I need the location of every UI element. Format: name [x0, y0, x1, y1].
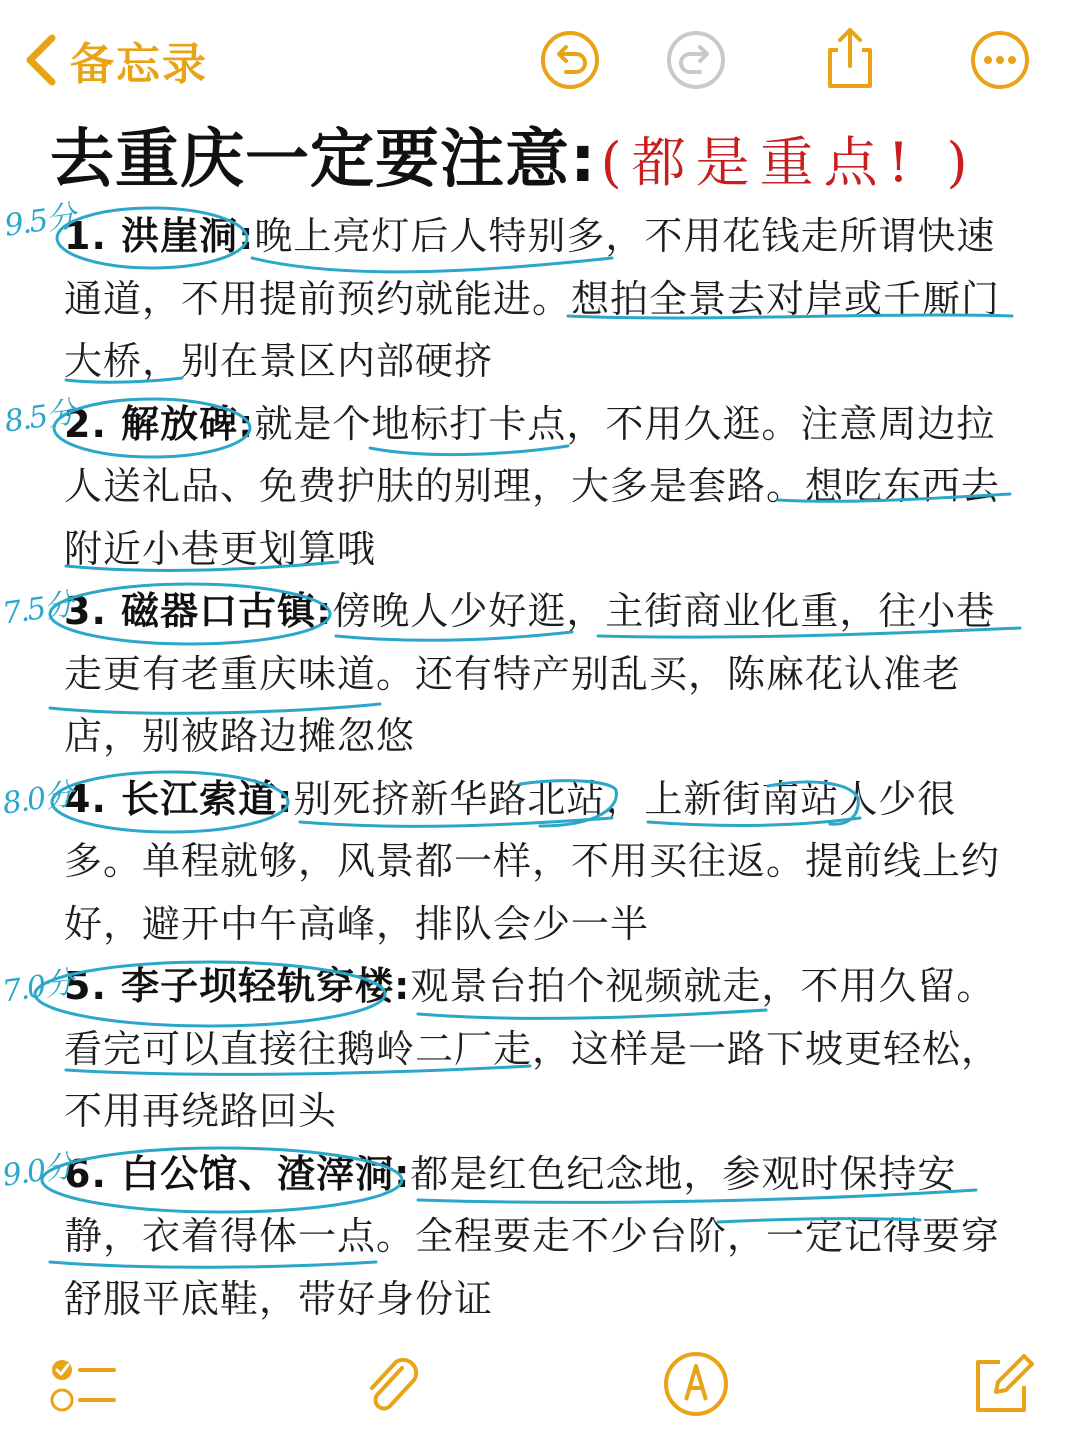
list-item [64, 1143, 1024, 1331]
score-annotation: 7.5分 [0, 587, 75, 632]
score-annotation: 9.0分 [0, 1149, 75, 1194]
score-annotation: 8.0分 [0, 777, 75, 822]
note-body[interactable] [64, 205, 1024, 1330]
item-text: 观景台拍个视频就走，不用久留。看完可以直接往鹅岭二厂走，这样是一路下坡更轻松，不用再绕路回头 [64, 964, 1001, 1133]
list-item [64, 205, 1024, 393]
chevron-left-icon [22, 32, 58, 88]
note-title-row[interactable] [50, 108, 1060, 197]
item-text: 傍晚人少好逛，主街商业化重，往小巷走更有老重庆味道。还有特产别乱买，陈麻花认准老店，别被路边摊忽悠 [64, 589, 996, 758]
item-text: 都是红色纪念地，参观时保持安静，衣着得体一点。全程要走不少台阶，一定记得要穿舒服平底鞋，带好身份证 [64, 1151, 1001, 1321]
compose-button[interactable] [966, 1348, 1038, 1420]
undo-arrow-icon [538, 28, 602, 92]
attachment-button[interactable] [356, 1348, 428, 1420]
item-heading: 4. 长江索道: [64, 776, 294, 821]
checklist-icon [48, 1348, 120, 1420]
share-icon [818, 24, 882, 92]
score-annotation: 8.5分 [2, 395, 77, 440]
item-heading: 6. 白公馆、渣滓洞: [64, 1151, 411, 1196]
more-button[interactable] [968, 28, 1032, 92]
score-annotation: 9.5分 [2, 199, 77, 244]
compose-icon [966, 1348, 1038, 1420]
more-ellipsis-icon [968, 28, 1032, 92]
redo-button[interactable] [664, 28, 728, 92]
list-item [64, 955, 1024, 1143]
item-text: 别死挤新华路北站，上新街南站人少很多。单程就够，风景都一样，不用买往返。提前线上约好，避开中午高峰，排队会少一半 [64, 776, 1001, 946]
note-title: 去重庆一定要注意: [50, 123, 597, 197]
item-text: 晚上亮灯后人特别多，不用花钱走所谓快速通道，不用提前预约就能进。想拍全景去对岸或千厮门大桥，别在景区内部硬挤 [64, 214, 1001, 383]
bottom-toolbar [0, 1340, 1080, 1430]
checklist-button[interactable] [48, 1348, 120, 1420]
back-button[interactable] [22, 30, 208, 90]
score-annotation: 7.0分 [0, 965, 75, 1010]
item-heading: 3. 磁器口古镇: [64, 589, 333, 633]
markup-pen-icon [660, 1348, 732, 1420]
list-item [64, 768, 1024, 956]
share-button[interactable] [818, 24, 882, 88]
paperclip-icon [356, 1348, 428, 1420]
item-heading: 2. 解放碑: [64, 401, 255, 446]
top-toolbar [0, 0, 1080, 110]
undo-button[interactable] [538, 28, 602, 92]
list-item [64, 393, 1024, 581]
list-item [64, 580, 1024, 768]
item-text: 就是个地标打卡点，不用久逛。注意周边拉人送礼品、免费护肤的别理，大多是套路。想吃东西去附近小巷更划算哦 [64, 401, 1001, 571]
title-handwritten-note: (都是重点! ) [600, 131, 978, 194]
item-heading: 5. 李子坝轻轨穿楼: [64, 964, 411, 1008]
back-label: 备忘录 [70, 39, 208, 90]
markup-button[interactable] [660, 1348, 732, 1420]
redo-arrow-icon [664, 28, 728, 92]
item-heading: 1. 洪崖洞: [64, 214, 255, 258]
